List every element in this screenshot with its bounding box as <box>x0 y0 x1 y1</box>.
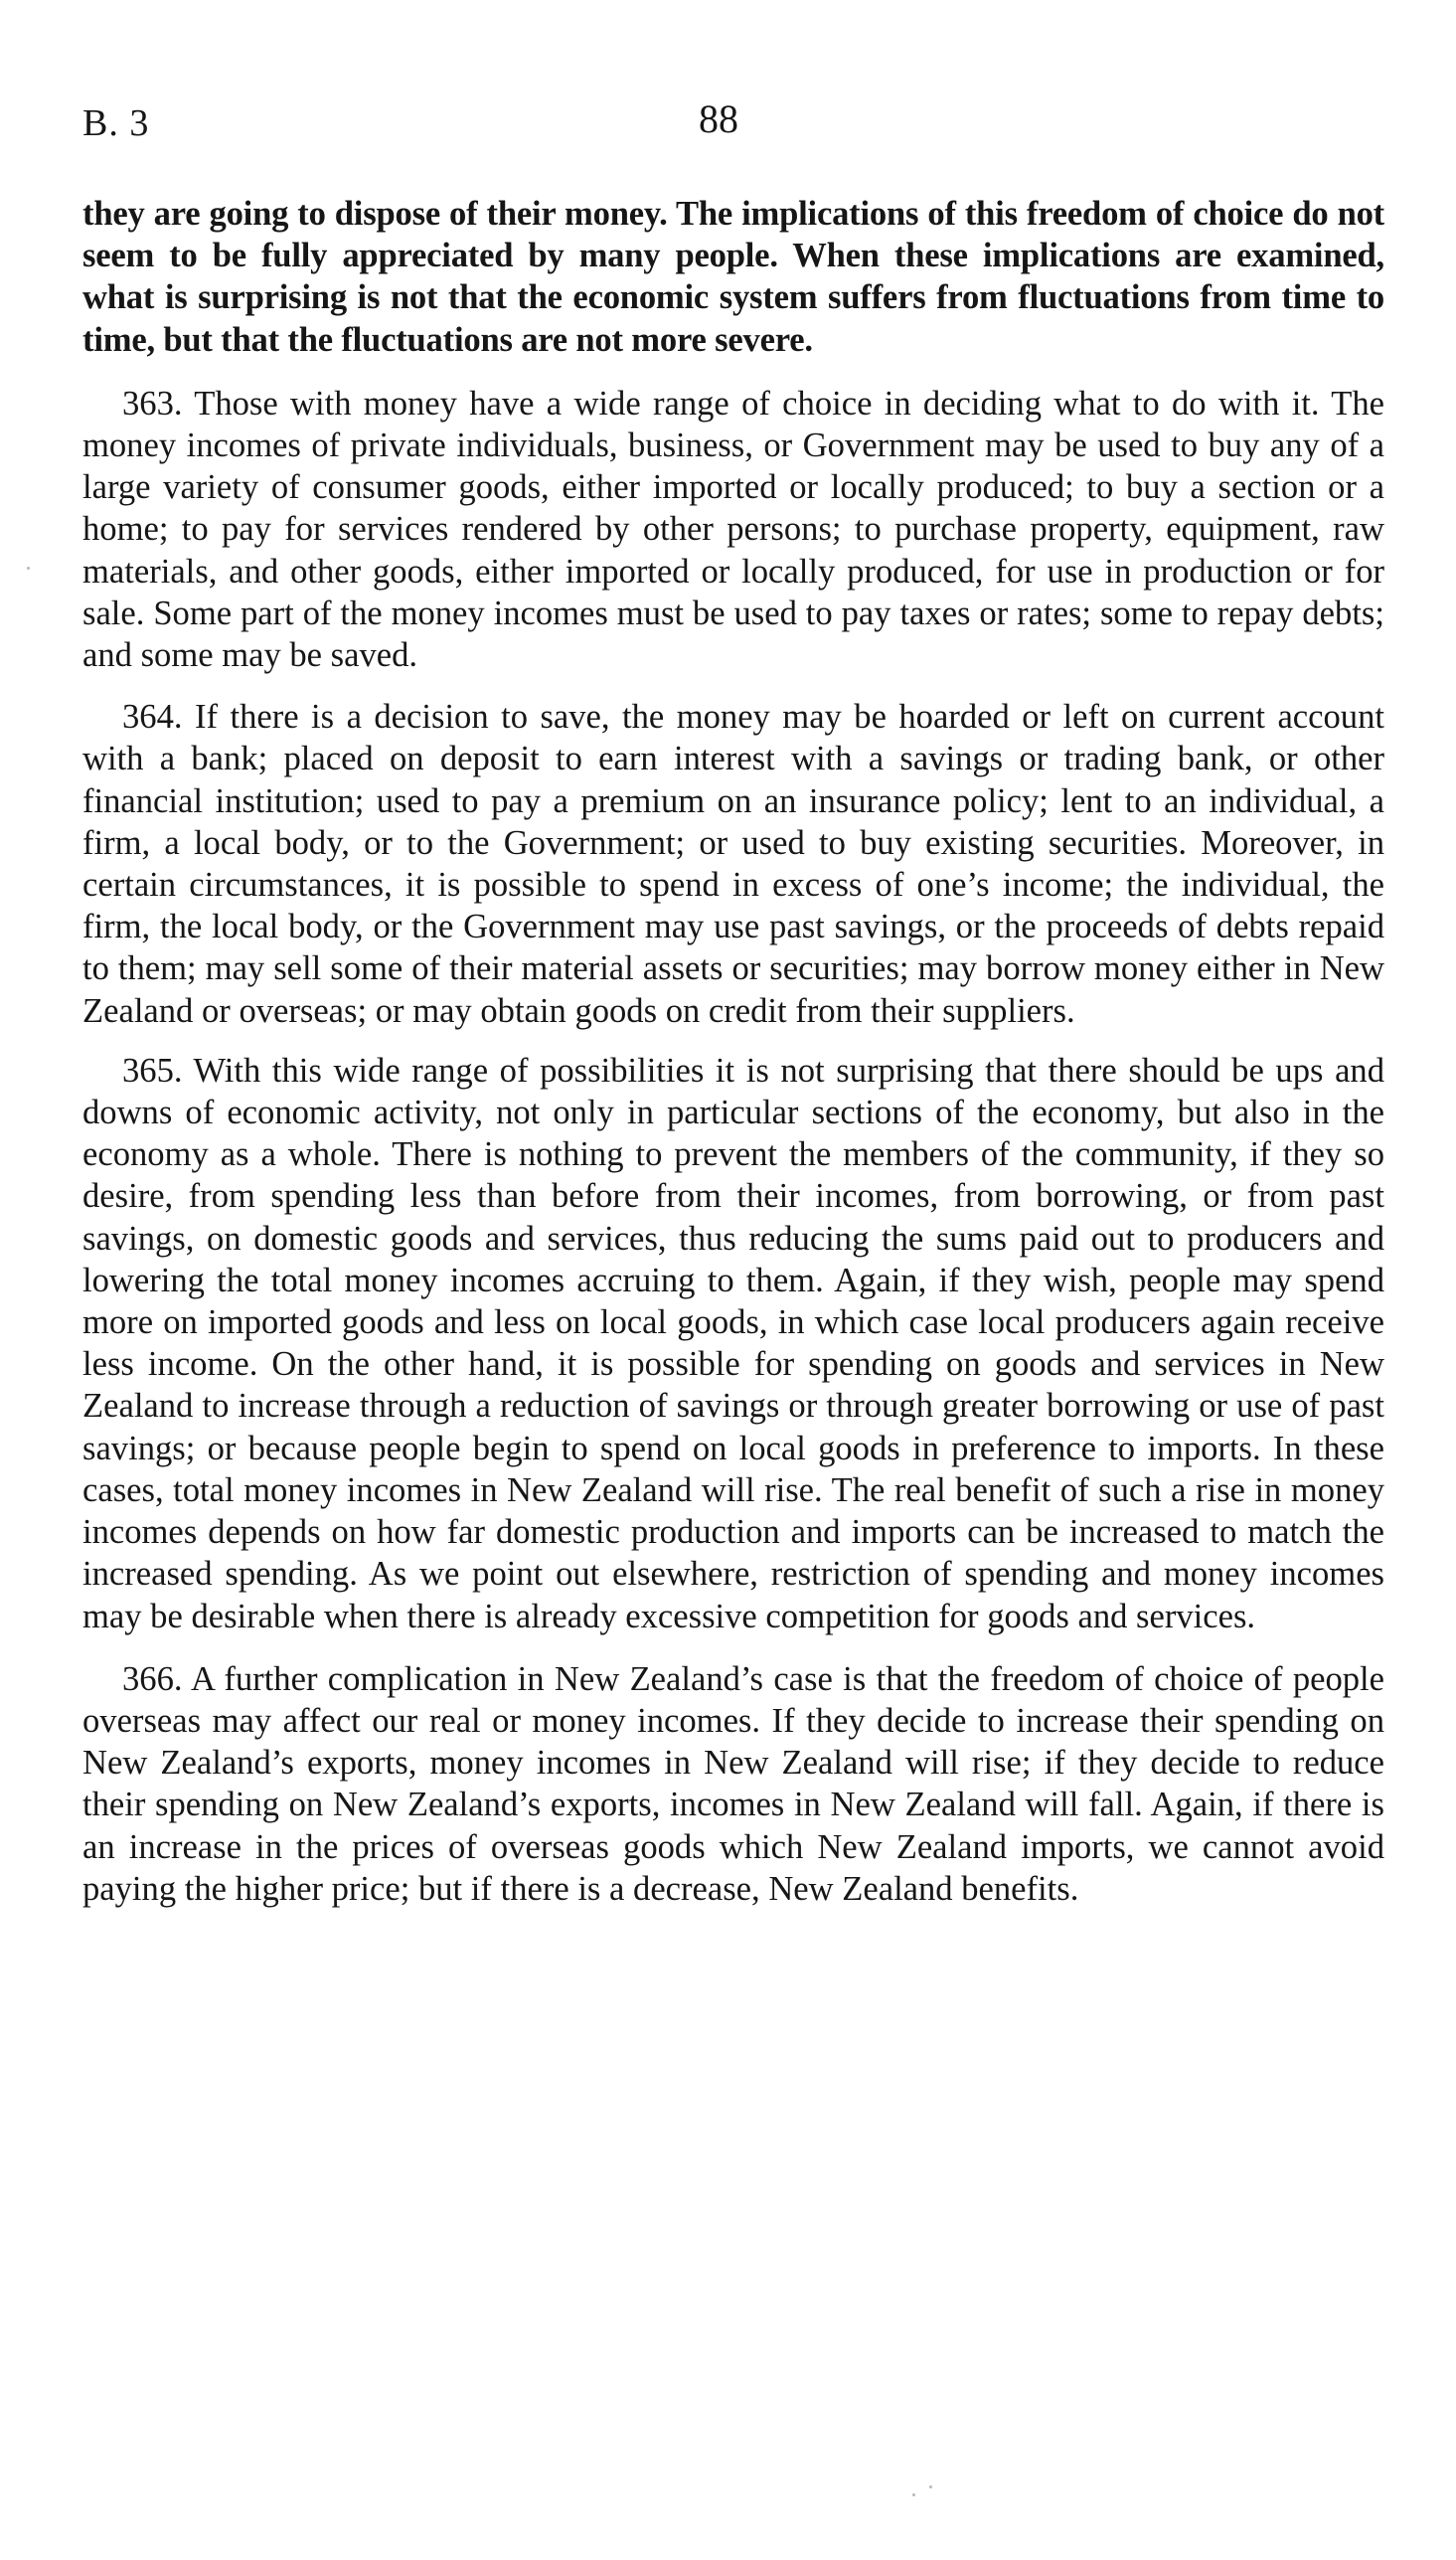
scan-speck <box>27 567 30 570</box>
document-reference: B. 3 <box>82 102 150 144</box>
paragraph-number: 363. <box>122 384 183 423</box>
paragraph-365 <box>82 1050 1384 1637</box>
continued-paragraph: they are going to dispose of their money. The implications of this freedom of choice do not seem to be fully appreciated by many people. When these implications are examined, what is surprising is not that the economic system suffers from fluctuations from time to time, but that the fluctuations are not more severe. <box>82 195 1384 359</box>
page-header <box>82 96 1384 159</box>
paragraph-text: With this wide range of possibilities it is not surprising that there should be ups and downs of economic activity, not only in particular sections of the economy, but also in the economy as a whole. There is nothing to prevent the members of the community, if they so desire, from spending less than before from their incomes, from borrowing, or from past savings, on domestic goods and services, thus reducing the sums paid out to producers and lowering the total money incomes accruing to them. Again, if they wish, people may spend more on imported goods and less on local goods, in which case local producers again receive less income. On the other hand, it is possible for spending on goods and services in New Zealand to increase through a reduction of savings or through greater borrowing or use of past savings; or because people begin to spend on local goods in preference to imports. In these cases, total money incomes in New Zealand will rise. The real benefit of such a rise in money incomes depends on how far domestic production and imports can be increased to match the increased spending. As we point out elsewhere, restriction of spending and money incomes may be desirable when there is already excessive competition for goods and services. <box>82 1051 1384 1635</box>
paragraph-text: If there is a decision to save, the money may be hoarded or left on current account with a bank; placed on deposit to earn interest with a savings or trading bank, or other financial institution; used to pay a premium on an insurance policy; lent to an individual, a firm, a local body, or to the Government; or used to buy existing securities. Moreover, in certain circumstances, it is possible to spend in excess of one’s income; the individual, the firm, the local body, or the Government may use past savings, or the proceeds of debts repaid to them; may sell some of their material assets or securities; may borrow money either in New Zealand or overseas; or may obtain goods on credit from their suppliers. <box>82 698 1384 1030</box>
paragraph-text: A further complication in New Zealand’s case is that the freedom of choice of people overseas may affect our real or money incomes. If they decide to increase their spending on New Zealand’s exports, money incomes in New Zealand will rise; if they decide to reduce their spending on New Zealand’s exports, incomes in New Zealand will fall. Again, if there is an increase in the prices of overseas goods which New Zealand imports, we cannot avoid paying the higher price; but if there is a decrease, New Zealand benefits. <box>82 1659 1384 1908</box>
body-text <box>82 193 1384 1910</box>
paragraph-text: Those with money have a wide range of choice in deciding what to do with it. The money incomes of private individuals, business, or Government may be used to buy any of a large variety of consumer goods, either imported or locally produced; to buy a section or a home; to pay for services rendered by other persons; to purchase property, equipment, raw materials, and other goods, either imported or locally produced, for use in production or for sale. Some part of the money incomes must be used to pay taxes or rates; some to repay debts; and some may be saved. <box>82 384 1384 675</box>
paragraph-number: 364. <box>122 698 183 737</box>
paragraph-number: 365. <box>122 1051 183 1090</box>
scan-speck <box>929 2485 932 2488</box>
scan-speck <box>912 2493 915 2496</box>
paragraph-366 <box>82 1658 1384 1910</box>
paragraph-363 <box>82 383 1384 676</box>
page-number: 88 <box>699 96 738 141</box>
paragraph-364 <box>82 696 1384 1032</box>
paragraph-number: 366. <box>122 1659 183 1698</box>
